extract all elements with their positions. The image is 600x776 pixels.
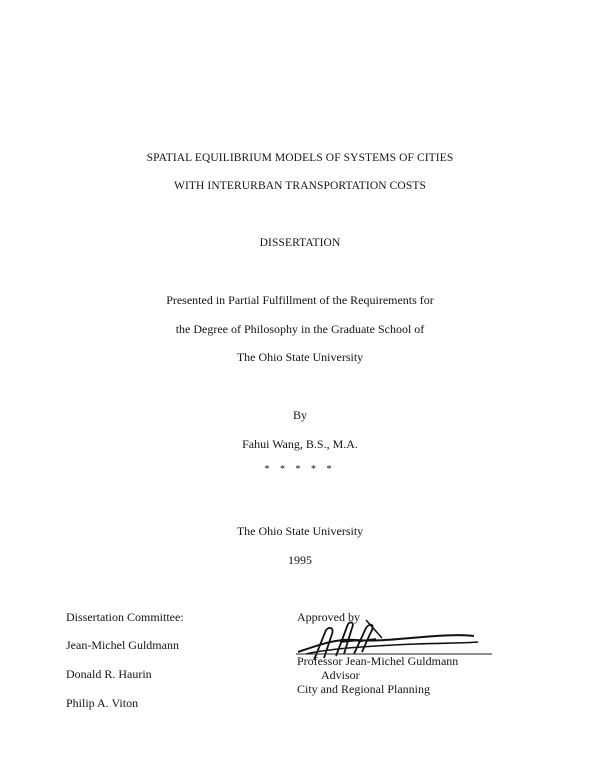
committee-member-2: Donald R. Haurin xyxy=(66,667,152,681)
institution: The Ohio State University xyxy=(236,524,364,538)
approved-by-label: Approved by xyxy=(297,610,360,624)
document-type: DISSERTATION xyxy=(259,237,341,249)
title-line-2: WITH INTERURBAN TRANSPORTATION COSTS xyxy=(174,180,426,192)
separator-stars: * * * * * xyxy=(264,464,336,475)
committee-heading: Dissertation Committee: xyxy=(66,610,184,624)
committee-member-3: Philip A. Viton xyxy=(66,696,139,710)
title-line-1: SPATIAL EQUILIBRIUM MODELS OF SYSTEMS OF CITIES xyxy=(146,152,454,164)
advisor-role: Advisor xyxy=(321,668,360,682)
presented-line-1: Presented in Partial Fulfillment of the Requirements for xyxy=(166,293,434,307)
by-label: By xyxy=(292,408,307,422)
presented-line-2: the Degree of Philosophy in the Graduate School of xyxy=(175,322,425,336)
committee-member-1: Jean-Michel Guldmann xyxy=(66,638,179,652)
advisor-name: Professor Jean-Michel Guldmann xyxy=(297,654,459,668)
presented-line-3: The Ohio State University xyxy=(236,350,364,364)
year: 1995 xyxy=(288,553,312,567)
advisor-department: City and Regional Planning xyxy=(297,682,430,696)
author-name: Fahui Wang, B.S., M.A. xyxy=(242,437,358,451)
